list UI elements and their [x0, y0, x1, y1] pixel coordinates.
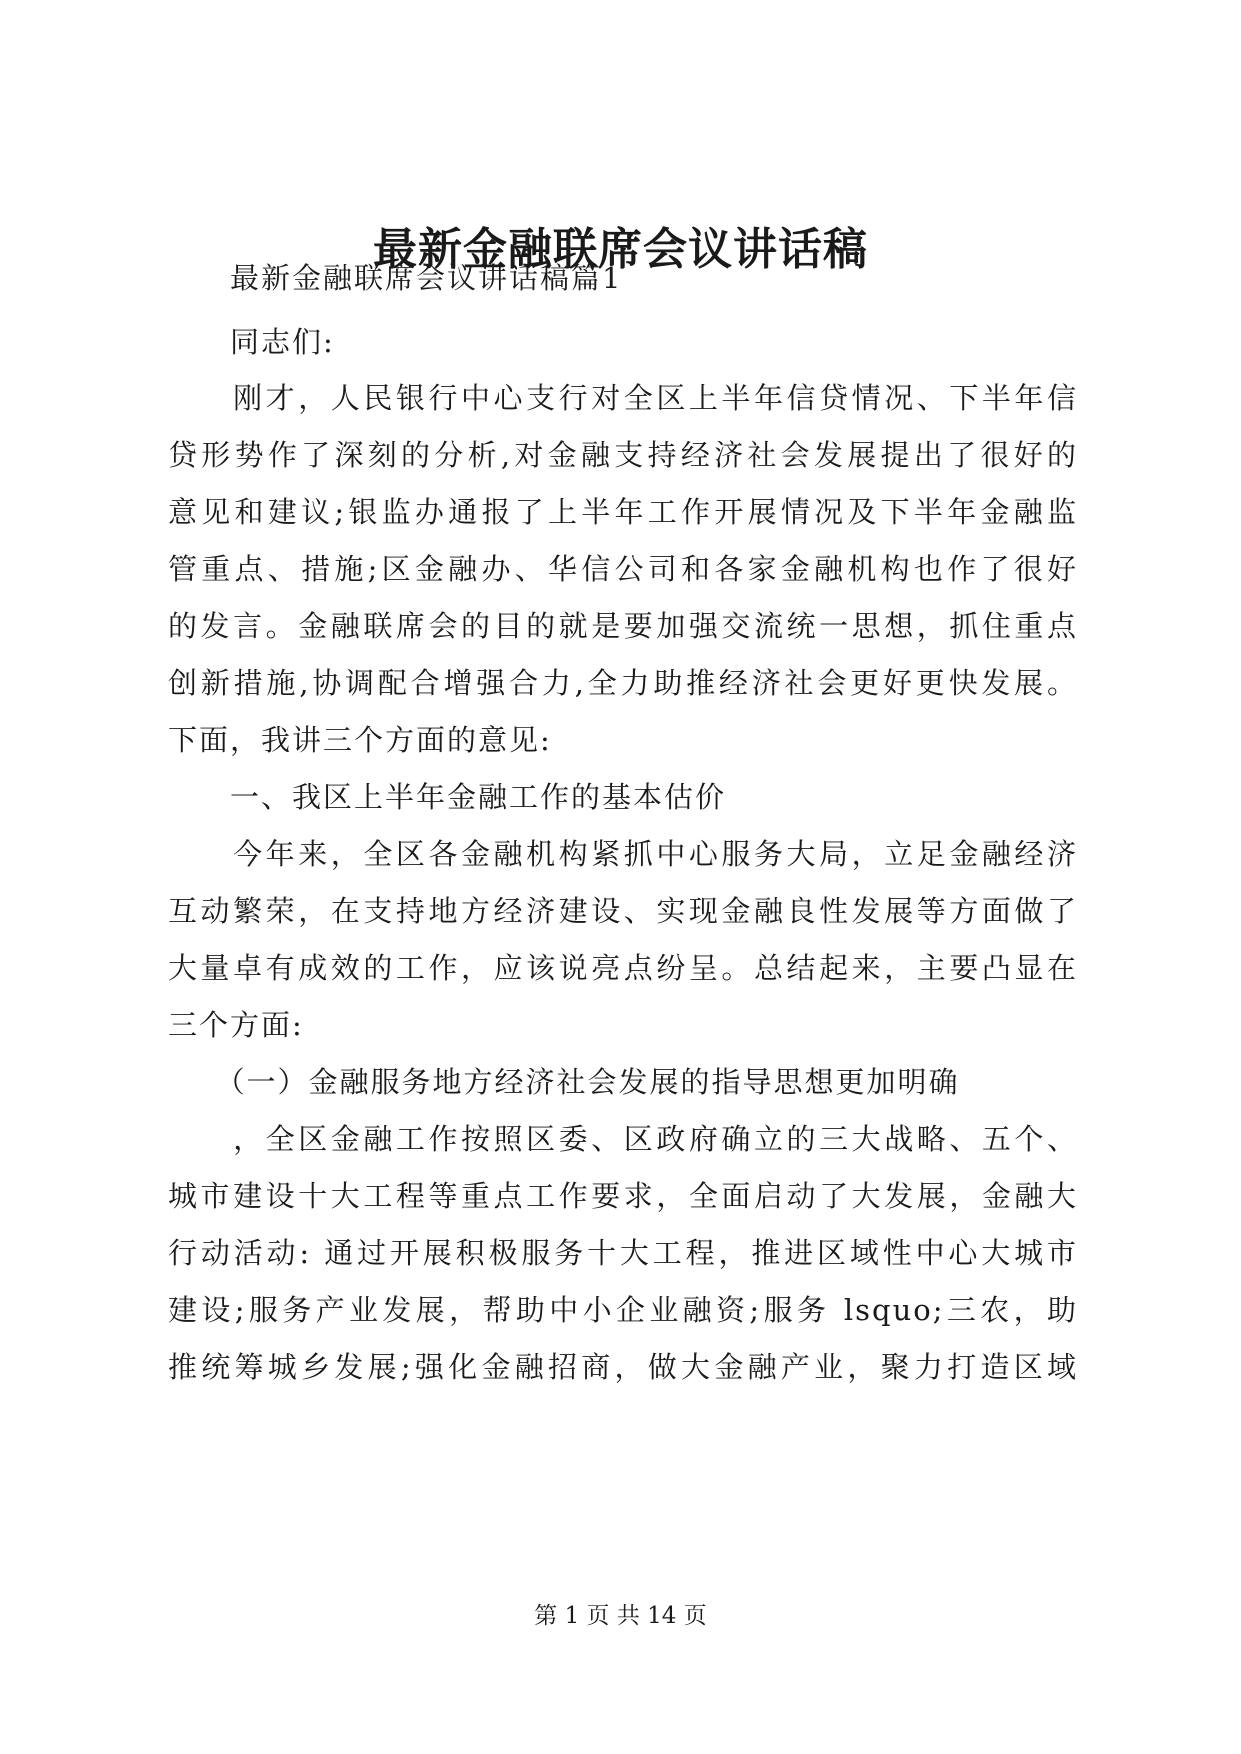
paragraph-line: 城市建设十大工程等重点工作要求，全面启动了大发展，金融大 — [168, 1179, 1078, 1213]
section-heading: 最新金融联席会议讲话稿篇1 — [168, 261, 623, 295]
paragraph-line: 三个方面: — [168, 1008, 304, 1042]
paragraph-line: 今年来，全区各金融机构紧抓中心服务大局，立足金融经济 — [168, 837, 1078, 871]
paragraph-line: 互动繁荣，在支持地方经济建设、实现金融良性发展等方面做了 — [168, 894, 1078, 928]
paragraph-line: 刚才，人民银行中心支行对全区上半年信贷情况、下半年信 — [168, 381, 1078, 415]
paragraph-line: 创新措施,协调配合增强合力,全力助推经济社会更好更快发展。 — [168, 666, 1078, 700]
document-title: 最新金融联席会议讲话稿 — [373, 224, 868, 275]
salutation: 同志们: — [168, 325, 335, 359]
paragraph-line: 贷形势作了深刻的分析,对金融支持经济社会发展提出了很好的 — [168, 438, 1078, 472]
paragraph-line: 行动活动: 通过开展积极服务十大工程，推进区域性中心大城市 — [168, 1236, 1078, 1270]
paragraph-line: 推统筹城乡发展;强化金融招商，做大金融产业，聚力打造区域 — [168, 1350, 1078, 1384]
subsection-heading: （一）金融服务地方经济社会发展的指导思想更加明确 — [168, 1065, 960, 1099]
section-heading: 一、我区上半年金融工作的基本估价 — [168, 780, 727, 814]
paragraph-line: 大量卓有成效的工作，应该说亮点纷呈。总结起来，主要凸显在 — [168, 951, 1078, 985]
page-footer: 第 1 页 共 14 页 — [534, 1603, 707, 1629]
paragraph-line: 建设;服务产业发展，帮助中小企业融资;服务 lsquo;三农，助 — [168, 1293, 1078, 1327]
paragraph-line: ，全区金融工作按照区委、区政府确立的三大战略、五个、 — [168, 1122, 1078, 1156]
paragraph-line: 的发言。金融联席会的目的就是要加强交流统一思想，抓住重点 — [168, 609, 1078, 643]
paragraph-line: 管重点、措施;区金融办、华信公司和各家金融机构也作了很好 — [168, 552, 1078, 586]
paragraph-line: 下面，我讲三个方面的意见: — [168, 723, 552, 757]
paragraph-line: 意见和建议;银监办通报了上半年工作开展情况及下半年金融监 — [168, 495, 1078, 529]
